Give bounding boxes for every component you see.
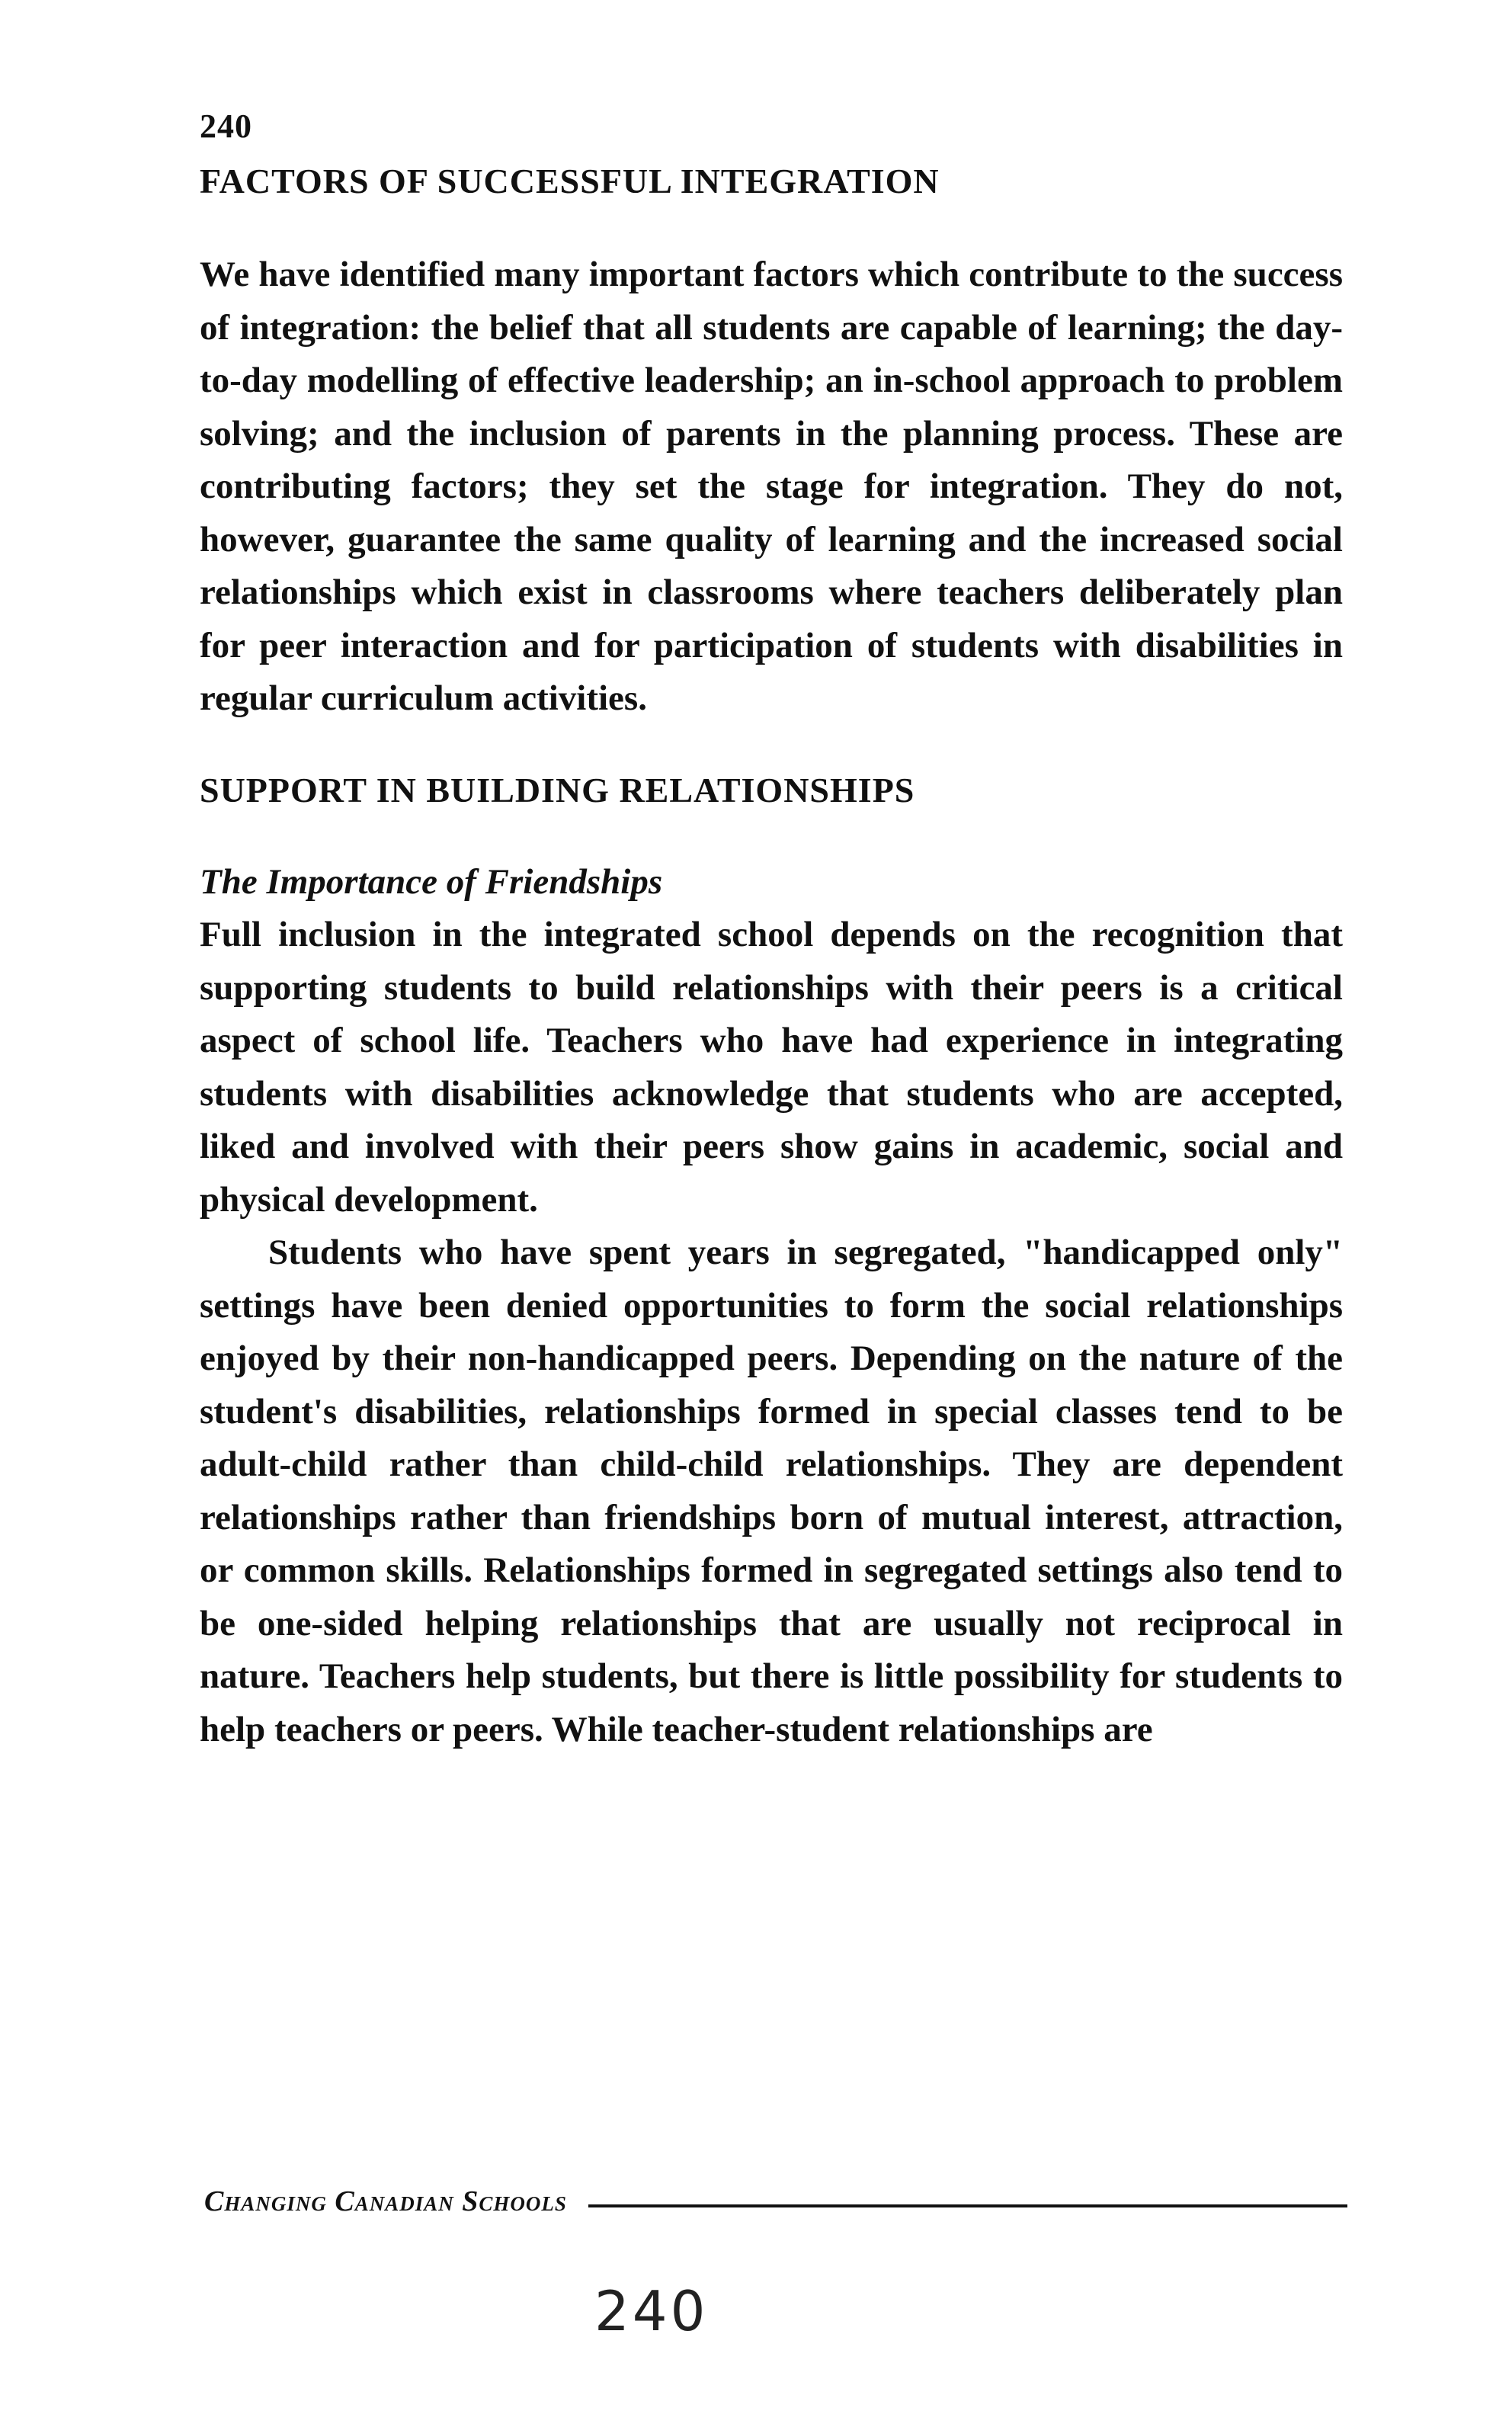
subheading-friendships: The Importance of Friendships (200, 861, 663, 902)
page-number: 240 (200, 107, 252, 145)
running-footer (204, 2185, 1347, 2218)
section-heading-factors: FACTORS OF SUCCESSFUL INTEGRATION (200, 162, 940, 200)
paragraph-segregated-settings: Students who have spent years in segregated, "handicapped only" settings have been denied opportunities to form the social relationships enjoyed by their non-handicapped peers. Depending on the nature of the student's disabilities, relationships formed in special classes tend to be adult-child rather than child-child relationships. They are dependent relationships rather than friendships born of mutual interest, attraction, or common skills. Relationships formed in segregated settings also tend to be one-sided helping relationships that are usually not reciprocal in nature. Teachers help students, but there is little possibility for students to help teachers or peers. While teacher-student relationships are (200, 1233, 1343, 1749)
paragraph-factors: We have identified many important factors which contribute to the success of integration: the belief that all students are capable of learning; the day-to-day modelling of effective leadership; an in-school approach to problem solving; and the inclusion of parents in the planning process. These are contributing factors; they set the stage for integration. They do not, however, guarantee the same quality of learning and the increased social relationships which exist in classrooms where teachers deliberately plan for peer interaction and for participation of students with disabilities in regular curriculum activities. (200, 255, 1343, 718)
footer-book-title: Changing Canadian Schools (204, 2185, 567, 2217)
paragraph-full-inclusion: Full inclusion in the integrated school depends on the recognition that supporting students to build relationships with their peers is a critical aspect of school life. Teachers who have had experience in integrating students with disabilities acknowledge that students who are accepted, liked and involved with their peers show gains in academic, social and physical development. (200, 915, 1343, 1220)
stamped-page-number: 240 (594, 2279, 709, 2343)
page-body (200, 107, 1343, 1756)
footer-rule (588, 2204, 1347, 2207)
section-heading-support: SUPPORT IN BUILDING RELATIONSHIPS (200, 770, 915, 810)
